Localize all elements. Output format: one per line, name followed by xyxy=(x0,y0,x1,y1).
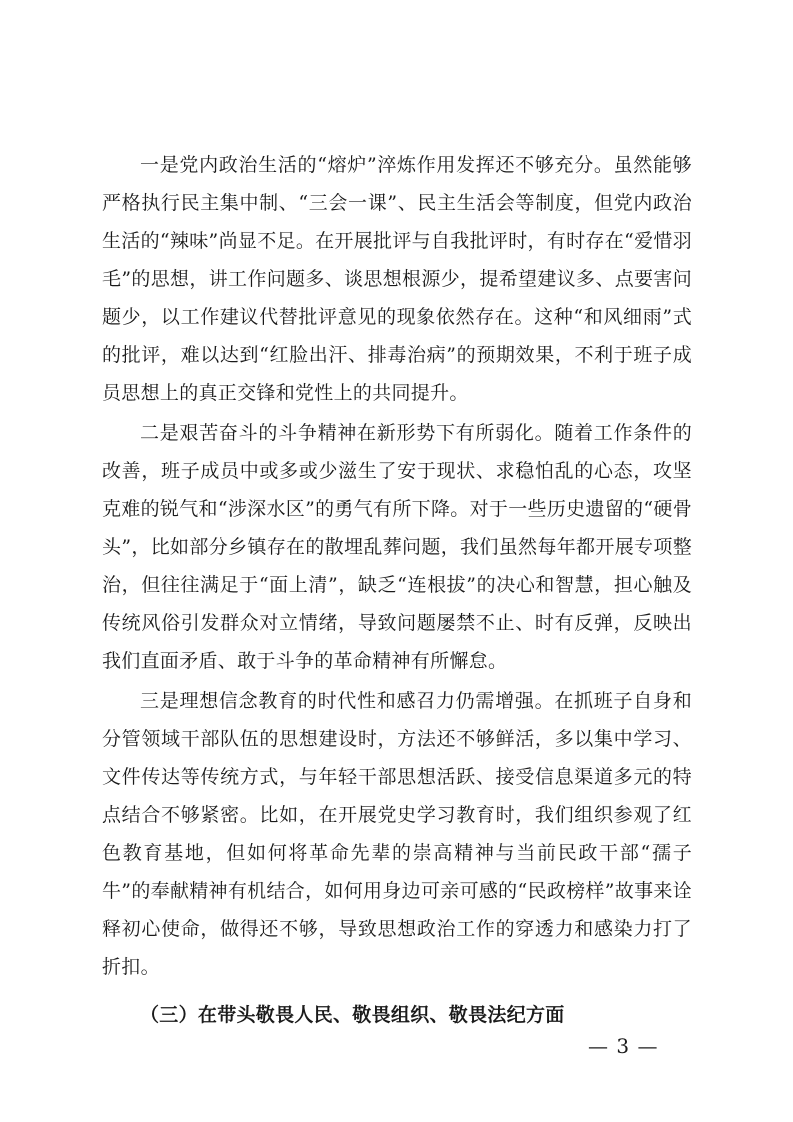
paragraph-1: 一是党内政治生活的“熔炉”淬炼作用发挥还不够充分。虽然能够严格执行民主集中制、“三会一课”、民主生活会等制度，但党内政治生活的“辣味”尚显不足。在开展批评与自我批评时，有时存在“爱惜羽毛”的思想，讲工作问题多、谈思想根源少，提希望建议多、点要害问题少，以工作建议代替批评意见的现象依然存在。这种“和风细雨”式的批评，难以达到“红脸出汗、排毒治病”的预期效果，不利于班子成员思想上的真正交锋和党性上的共同提升。 xyxy=(102,154,692,404)
paragraph-2: 二是艰苦奋斗的斗争精神在新形势下有所弱化。随着工作条件的改善，班子成员中或多或少滋生了安于现状、求稳怕乱的心态，攻坚克难的锐气和“涉深水区”的勇气有所下降。对于一些历史遗留的“硬骨头”，比如部分乡镇存在的散埋乱葬问题，我们虽然每年都开展专项整治，但往往满足于“面上清”，缺乏“连根拔”的决心和智慧，担心触及传统风俗引发群众对立情绪，导致问题屡禁不止、时有反弹，反映出我们直面矛盾、敢于斗争的革命精神有所懈怠。 xyxy=(102,422,692,672)
section-heading: （三）在带头敬畏人民、敬畏组织、敬畏法纪方面 xyxy=(140,1004,565,1026)
page-number: — 3 — xyxy=(588,1034,659,1058)
document-body xyxy=(102,146,692,1034)
paragraph-3: 三是理想信念教育的时代性和感召力仍需增强。在抓班子自身和分管领域干部队伍的思想建设时，方法还不够鲜活，多以集中学习、文件传达等传统方式，与年轻干部思想活跃、接受信息渠道多元的特点结合不够紧密。比如，在开展党史学习教育时，我们组织参观了红色教育基地，但如何将革命先辈的崇高精神与当前民政干部“孺子牛”的奉献精神有机结合，如何用身边可亲可感的“民政榜样”故事来诠释初心使命，做得还不够，导致思想政治工作的穿透力和感染力打了折扣。 xyxy=(102,690,692,978)
